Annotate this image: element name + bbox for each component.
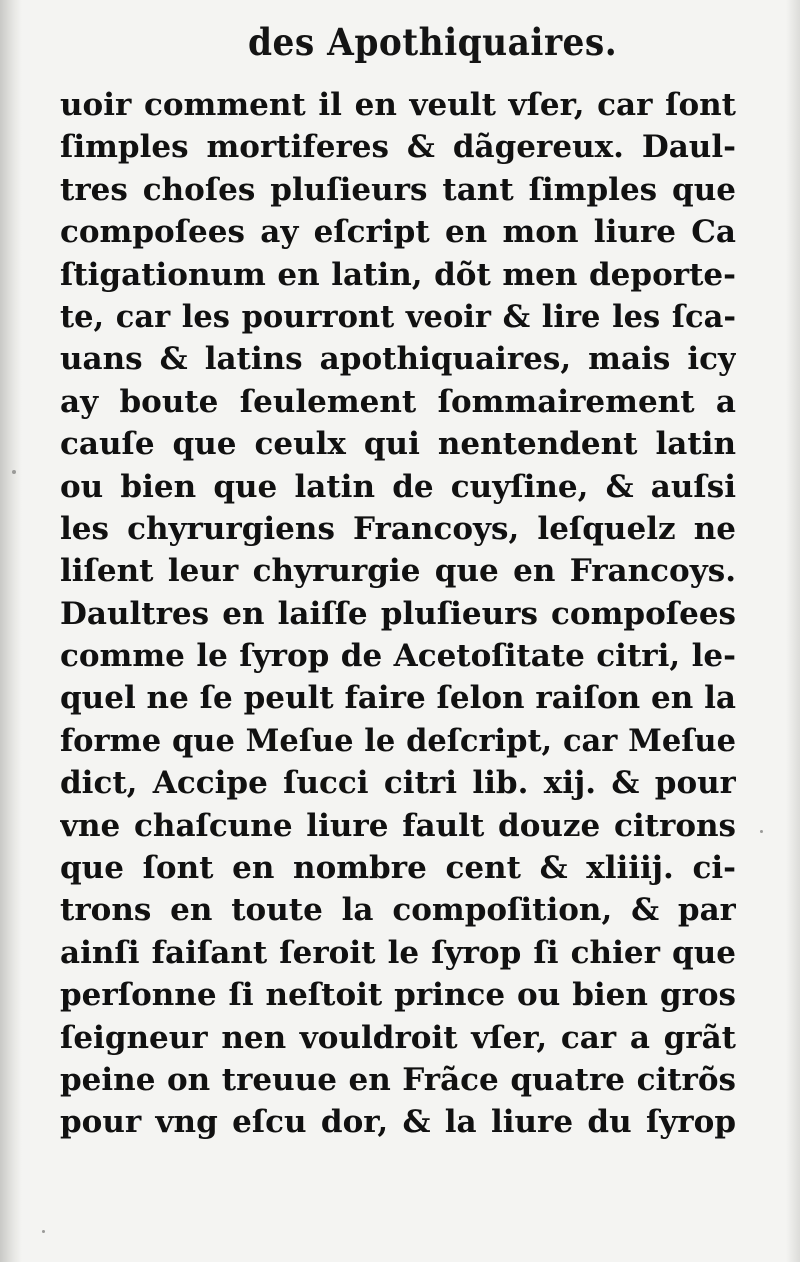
page-edge-shadow — [786, 0, 800, 1262]
text-line: comme le ſyrop de Acetoſitate citri, le- — [60, 638, 736, 675]
text-line: ſeigneur nen vouldroit vſer, car a grãt — [60, 1019, 736, 1056]
text-line: uans & latins apothiquaires, mais icy — [60, 341, 736, 378]
ink-speck — [12, 470, 16, 474]
text-line: les chyrurgiens Francoys, leſquelz ne — [60, 510, 736, 547]
text-line: compoſees ay eſcript en mon liure Ca — [60, 214, 736, 251]
ink-speck — [760, 830, 763, 833]
text-line: ſtigationum en latin, dõt men deporte- — [60, 256, 736, 293]
text-line: Daultres en laiſſe pluſieurs compoſees — [60, 595, 736, 632]
text-line: ay boute ſeulement ſommairement a — [60, 383, 736, 420]
text-line: te, car les pourront veoir & lire les ſca- — [60, 298, 736, 335]
text-line: ſimples mortiferes & dãgereux. Daul- — [60, 129, 736, 166]
text-line: liſent leur chyrurgie que en Francoys. — [60, 553, 736, 590]
binding-gutter-shadow — [0, 0, 22, 1262]
text-line: uoir comment il en veult vſer, car ſont — [60, 87, 736, 123]
text-line: cauſe que ceulx qui nentendent latin — [60, 426, 736, 463]
running-head: des Apothiquaires. — [248, 20, 618, 64]
text-line: perſonne ſi neſtoit prince ou bien gros — [60, 977, 736, 1014]
text-line: ainſi faiſant ſeroit le ſyrop ſi chier que — [60, 934, 736, 971]
text-line: ou bien que latin de cuyſine, & auſsi — [60, 468, 736, 505]
text-line: pour vng eſcu dor, & la liure du ſyrop — [60, 1104, 736, 1141]
body-text-block — [60, 84, 736, 1144]
text-line: trons en toute la compoſition, & par — [60, 892, 736, 929]
ink-speck — [42, 1230, 45, 1233]
text-line: quel ne ſe peult faire ſelon raiſon en la — [60, 680, 736, 717]
text-line: dict, Accipe ſucci citri lib. xij. & pour — [60, 765, 736, 802]
text-line: peine on treuue en Frãce quatre citrõs — [60, 1061, 736, 1098]
text-line: que ſont en nombre cent & xliiij. ci- — [60, 850, 736, 887]
text-line: forme que Meſue le deſcript, car Meſue — [60, 722, 736, 759]
text-line: vne chaſcune liure fault douze citrons — [60, 807, 736, 844]
text-line: tres choſes pluſieurs tant ſimples que — [60, 171, 736, 208]
